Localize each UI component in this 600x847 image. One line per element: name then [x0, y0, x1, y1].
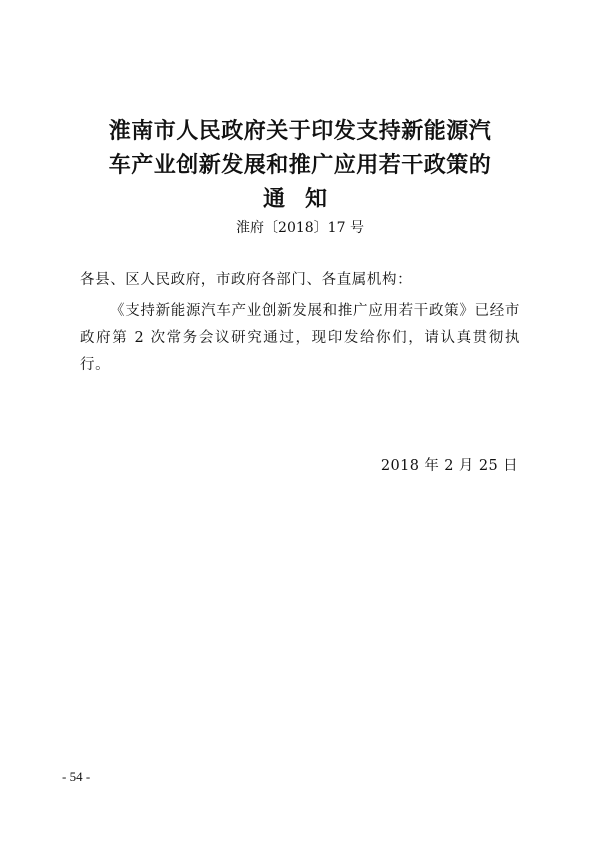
body-paragraph: 《支持新能源汽车产业创新发展和推广应用若干政策》已经市政府第 2 次常务会议研究通过，现印发给你们，请认真贯彻执行。 — [80, 303, 520, 373]
document-number: 淮府〔2018〕17 号 — [236, 220, 364, 236]
title-line-3: 通知 — [262, 186, 347, 212]
issue-date: 2018 年 2 月 25 日 — [380, 458, 518, 474]
page-number: - 54 - — [62, 769, 91, 784]
salutation: 各县、区人民政府，市政府各部门、各直属机构： — [80, 272, 413, 288]
title-line-2: 车产业创新发展和推广应用若干政策的 — [108, 152, 492, 178]
title-line-1: 淮南市人民政府关于印发支持新能源汽 — [108, 118, 492, 144]
